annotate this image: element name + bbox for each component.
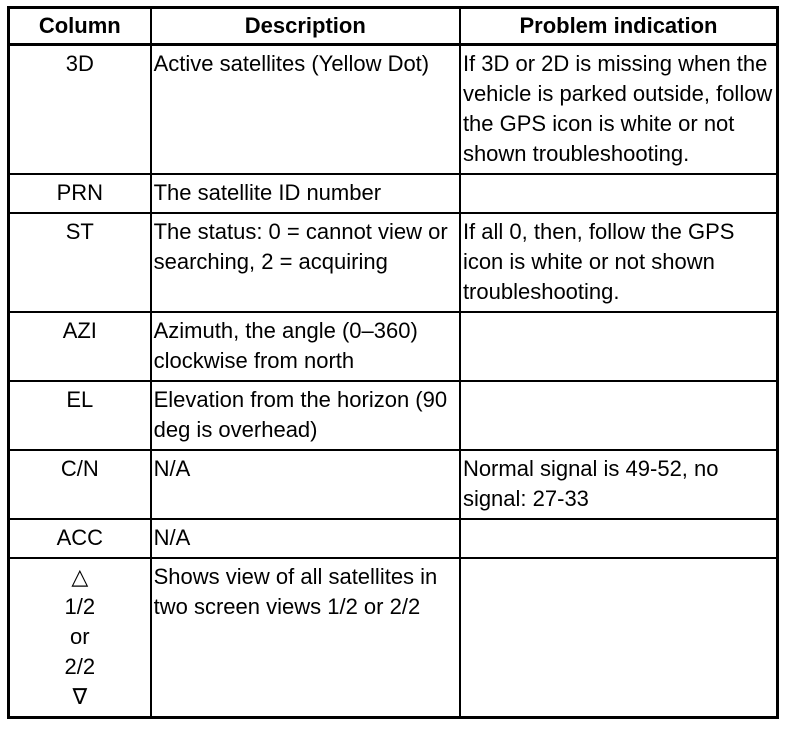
cell-problem	[460, 558, 778, 718]
table-row	[9, 450, 778, 519]
cell-column: AZI	[9, 312, 151, 381]
or-label: or	[70, 624, 90, 649]
header-problem-indication: Problem indication	[460, 8, 778, 45]
table-header-row	[9, 8, 778, 45]
cell-column: EL	[9, 381, 151, 450]
table-row	[9, 558, 778, 718]
cell-column: ST	[9, 213, 151, 312]
cell-problem: If 3D or 2D is missing when the vehicle is parked outside, follow the GPS icon is white or not shown troubleshooting.	[460, 45, 778, 175]
table-row	[9, 519, 778, 558]
cell-problem	[460, 519, 778, 558]
table-row	[9, 213, 778, 312]
cell-column-page-nav	[9, 558, 151, 718]
cell-problem	[460, 381, 778, 450]
cell-description: The satellite ID number	[151, 174, 460, 213]
cell-description: The status: 0 = cannot view or searching, 2 = acquiring	[151, 213, 460, 312]
cell-description: Active satellites (Yellow Dot)	[151, 45, 460, 175]
gps-diagnostics-table	[7, 6, 779, 719]
cell-description: Elevation from the horizon (90 deg is overhead)	[151, 381, 460, 450]
cell-column: ACC	[9, 519, 151, 558]
cell-column: 3D	[9, 45, 151, 175]
cell-problem	[460, 174, 778, 213]
header-description: Description	[151, 8, 460, 45]
page-up-icon: △	[71, 564, 89, 589]
table-row	[9, 45, 778, 175]
cell-description: N/A	[151, 519, 460, 558]
page-two-label: 2/2	[64, 654, 96, 679]
cell-description: Azimuth, the angle (0–360) clockwise from north	[151, 312, 460, 381]
cell-column: PRN	[9, 174, 151, 213]
cell-problem: If all 0, then, follow the GPS icon is white or not shown troubleshooting.	[460, 213, 778, 312]
cell-column: C/N	[9, 450, 151, 519]
table-row	[9, 174, 778, 213]
cell-problem	[460, 312, 778, 381]
page-one-label: 1/2	[64, 594, 96, 619]
header-column: Column	[9, 8, 151, 45]
cell-description: Shows view of all satellites in two screen views 1/2 or 2/2	[151, 558, 460, 718]
cell-problem: Normal signal is 49-52, no signal: 27-33	[460, 450, 778, 519]
table-row	[9, 312, 778, 381]
table-row	[9, 381, 778, 450]
cell-description: N/A	[151, 450, 460, 519]
page-down-icon: ∇	[72, 684, 88, 709]
